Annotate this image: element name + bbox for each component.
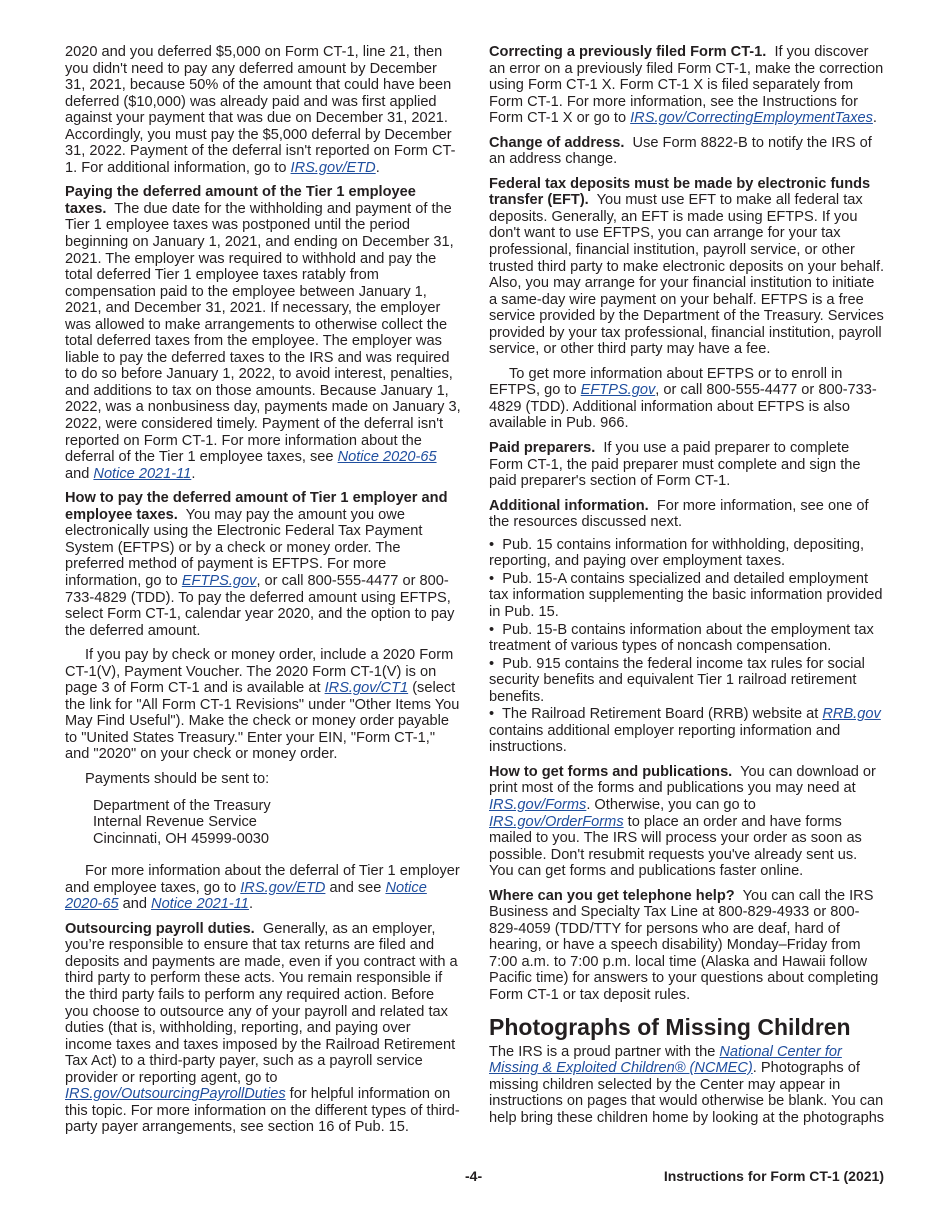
bullet-icon: • bbox=[489, 536, 495, 553]
paragraph-eft: Federal tax deposits must be made by electronic funds transfer (EFT). You must use EFT to make all federal tax deposits. Generally, an EFT is made using EFTPS. If you don't want to use EFTPS, you can arrange for your tax professional, financial institution, payroll service, or other trusted third party to make electronic deposits on your behalf. Also, you may arrange for your financial institution to initiate a same-day wire payment on your behalf. EFTPS is a free service provided by the Department of the Treasury. Services provided by your tax professional, financial institution, payroll service, or other third party may have a fee. bbox=[489, 175, 885, 358]
bullet-icon: • bbox=[489, 706, 495, 723]
page-footer bbox=[0, 1168, 950, 1186]
list-item: • Pub. 915 contains the federal income tax rules for social security benefits and equivalent Tier 1 railroad retirement benefits. bbox=[489, 655, 865, 705]
paragraph-missing-children: The IRS is a proud partner with the National Center for Missing & Exploited Children® (NCMEC). Photographs of missing children selected by the Center may appear in instructions on pages that would otherwise be blank. You can help bring these children home by looking at the photographs bbox=[489, 1043, 885, 1126]
heading-how-to-pay: How to pay the deferred amount of Tier 1 employer and employee taxes. bbox=[65, 490, 448, 523]
paragraph-check-payment: If you pay by check or money order, include a 2020 Form CT-1(V), Payment Voucher. The 2020 Form CT-1(V) is on page 3 of Form CT-1 and is available at IRS.gov/CT1 (select the link for "All Form CT-1 Revisions" under "Other Items You May Find Useful"). Make the check or money order payable to "United States Treasury." Enter your EIN, "Form CT-1," and "2020" on your check or money order. bbox=[65, 647, 460, 763]
heading-change-address: Change of address. bbox=[489, 134, 625, 151]
paragraph-deferral-example: 2020 and you deferred $5,000 on Form CT-1, line 21, then you didn't need to pay any deferred amount by December 31, 2021, because 50% of the amount that could have been deferred ($10,000) was already paid and was first applied against your payment that was due on December 31, 2021. Accordingly, you must pay the $5,000 deferral by December 31, 2022. Payment of the deferral isn't reported on Form CT-1. For additional information, go to IRS.gov/ETD. bbox=[65, 44, 456, 176]
link-correcting-employment-taxes[interactable]: IRS.gov/CorrectingEmploymentTaxes bbox=[630, 110, 873, 127]
link-irs-order-forms[interactable]: IRS.gov/OrderForms bbox=[489, 813, 624, 830]
heading-tier1-employee: Paying the deferred amount of the Tier 1 employee taxes. bbox=[65, 184, 416, 217]
link-irs-etd[interactable]: IRS.gov/ETD bbox=[290, 159, 376, 176]
paragraph-payments-sent: Payments should be sent to: bbox=[85, 770, 270, 787]
link-eftps[interactable]: EFTPS.gov bbox=[181, 572, 257, 589]
paragraph-change-address: Change of address. Use Form 8822-B to notify the IRS of an address change. bbox=[489, 134, 872, 168]
bullet-icon: • bbox=[489, 621, 495, 638]
section-title: Photographs of Missing Children bbox=[489, 1013, 851, 1040]
list-item: • Pub. 15 contains information for withholding, depositing, reporting, and paying over employment taxes. bbox=[489, 536, 865, 570]
heading-outsourcing: Outsourcing payroll duties. bbox=[65, 920, 255, 937]
document-title: Instructions for Form CT-1 (2021) bbox=[663, 1168, 884, 1184]
bullet-icon: • bbox=[489, 655, 495, 672]
paragraph-correcting: Correcting a previously filed Form CT-1. If you discover an error on a previously filed Form CT-1, make the correction using Form CT-1 X. Form CT-1 X is filed separately from Form CT-1. For more information, see the Instructions for Form CT-1 X or go to IRS.gov/CorrectingEmploymentTaxes. bbox=[489, 44, 884, 127]
link-eftps-2[interactable]: EFTPS.gov bbox=[580, 382, 656, 399]
paragraph-more-info-deferral: For more information about the deferral of Tier 1 employer and employee taxes, go to IRS.gov/ETD and see Notice 2020-65 and Notice 2021-11. bbox=[65, 863, 460, 913]
paragraph-outsourcing: Outsourcing payroll duties. Generally, as an employer, you’re responsible to ensure that tax returns are filed and deposits and payments are made, even if you contract with a third party to perform these acts. You remain responsible if the third party fails to perform any required action. Before you choose to outsource any of your payroll and related tax duties (that is, withholding, reporting, and paying over income taxes and taxes imposed by the Railroad Retirement Tax Act) to a third-party payer, such as a payroll service provider or reporting agent, go to IRS.gov/OutsourcingPayrollDuties for helpful information on this topic. For more information on the different types of third-party payer arrangements, see section 16 of Pub. 15. bbox=[65, 920, 460, 1136]
list-item: • The Railroad Retirement Board (RRB) website at RRB.gov contains additional employer reporting information and instructions. bbox=[489, 706, 881, 756]
page-number: -4- bbox=[465, 1168, 483, 1184]
link-notice-2021-11-2[interactable]: Notice 2021-11 bbox=[151, 896, 249, 913]
address-line: Internal Revenue Service bbox=[93, 814, 257, 831]
heading-additional-info: Additional information. bbox=[489, 497, 649, 514]
link-notice-2020-65[interactable]: Notice 2020-65 bbox=[337, 449, 437, 466]
heading-paid-preparers: Paid preparers. bbox=[489, 440, 596, 457]
bullet-icon: • bbox=[489, 570, 495, 587]
heading-eft: Federal tax deposits must be made by electronic funds transfer (EFT). bbox=[489, 175, 871, 209]
mailing-address bbox=[65, 798, 461, 848]
left-column bbox=[65, 44, 461, 1144]
link-notice-2021-11[interactable]: Notice 2021-11 bbox=[93, 465, 192, 482]
paragraph-forms: How to get forms and publications. You can download or print most of the forms and publications you may need at IRS.gov/Forms. Otherwise, you can go to IRS.gov/OrderForms to place an order and have forms mailed to you. The IRS will process your order as soon as possible. Don't resubmit requests you've already sent us. You can get forms and publications faster online. bbox=[489, 763, 876, 880]
paragraph-eftps-info: To get more information about EFTPS or to enroll in EFTPS, go to EFTPS.gov, or call 800-555-4477 or 800-733-4829 (TDD). Additional information about EFTPS is also available in Pub. 966. bbox=[489, 365, 877, 432]
link-irs-ct1[interactable]: IRS.gov/CT1 bbox=[324, 680, 409, 697]
heading-telephone-help: Where can you get telephone help? bbox=[489, 887, 735, 904]
link-irs-forms[interactable]: IRS.gov/Forms bbox=[489, 796, 587, 813]
paragraph-additional-info: Additional information. For more information, see one of the resources discussed next. bbox=[489, 497, 869, 531]
heading-correcting: Correcting a previously filed Form CT-1. bbox=[489, 44, 767, 60]
paragraph-telephone-help: Where can you get telephone help? You can call the IRS Business and Specialty Tax Line at 800-829-4933 or 800-829-4059 (TDD/TTY for persons who are deaf, hard of hearing, or have a speech disability) Monday–Friday from 7:00 a.m. to 7:00 p.m. local time (Alaska and Hawaii follow Pacific time) for answers to your questions about completing Form CT-1 or tax deposit rules. bbox=[489, 887, 879, 1003]
link-outsourcing-payroll[interactable]: IRS.gov/OutsourcingPayrollDuties bbox=[65, 1086, 286, 1103]
right-column bbox=[489, 44, 885, 1134]
link-irs-etd-2[interactable]: IRS.gov/ETD bbox=[240, 879, 326, 896]
paragraph-tier1-employee: Paying the deferred amount of the Tier 1 employee taxes. The due date for the withholding and payment of the Tier 1 employee taxes was postponed until the period beginning on January 1, 2021, and ending on December 31, 2021. The employer was required to withhold and pay the total deferred Tier 1 employee taxes ratably from compensation paid to the employee between January 1, 2021, and December 31, 2021. If necessary, the employer was allowed to make arrangements to otherwise collect the total deferred taxes from the employee. The employer was liable to pay the deferred taxes to the IRS and was required to do so before January 1, 2022, to avoid interest, penalties, and additions to tax on those amounts. Because January 1, 2022, was a nonbusiness day, payments made on January 3, 2022, were considered timely. Payment of the deferral isn't reported on Form CT-1. For more information about the deferral of the Tier 1 employee taxes, see Notice 2020-65 and Notice 2021-11. bbox=[65, 184, 461, 482]
address-line: Department of the Treasury bbox=[93, 797, 271, 814]
list-item: • Pub. 15-B contains information about the employment tax treatment of various types of noncash compensation. bbox=[489, 621, 874, 655]
list-item: • Pub. 15-A contains specialized and detailed employment tax information supplementing the basic information provided in Pub. 15. bbox=[489, 570, 883, 620]
address-line: Cincinnati, OH 45999-0030 bbox=[93, 830, 270, 847]
paragraph-how-to-pay: How to pay the deferred amount of Tier 1 employer and employee taxes. You may pay the amount you owe electronically using the Electronic Federal Tax Payment System (EFTPS) or by a check or money order. The preferred method of payment is EFTPS. For more information, go to EFTPS.gov, or call 800-555-4477 or 800-733-4829 (TDD). To pay the deferred amount using EFTPS, select Form CT-1, calendar year 2020, and the option to pay the deferred amount. bbox=[65, 490, 455, 639]
link-ncmec[interactable]: National Center for Missing & Exploited Children® (NCMEC) bbox=[489, 1043, 842, 1077]
heading-forms: How to get forms and publications. bbox=[489, 763, 733, 780]
link-notice-2020-65-2[interactable]: Notice 2020-65 bbox=[65, 879, 427, 913]
link-rrb[interactable]: RRB.gov bbox=[822, 706, 881, 723]
paragraph-paid-preparers: Paid preparers. If you use a paid preparer to complete Form CT-1, the paid preparer must complete and sign the paid preparer's section of Form CT-1. bbox=[489, 440, 861, 490]
